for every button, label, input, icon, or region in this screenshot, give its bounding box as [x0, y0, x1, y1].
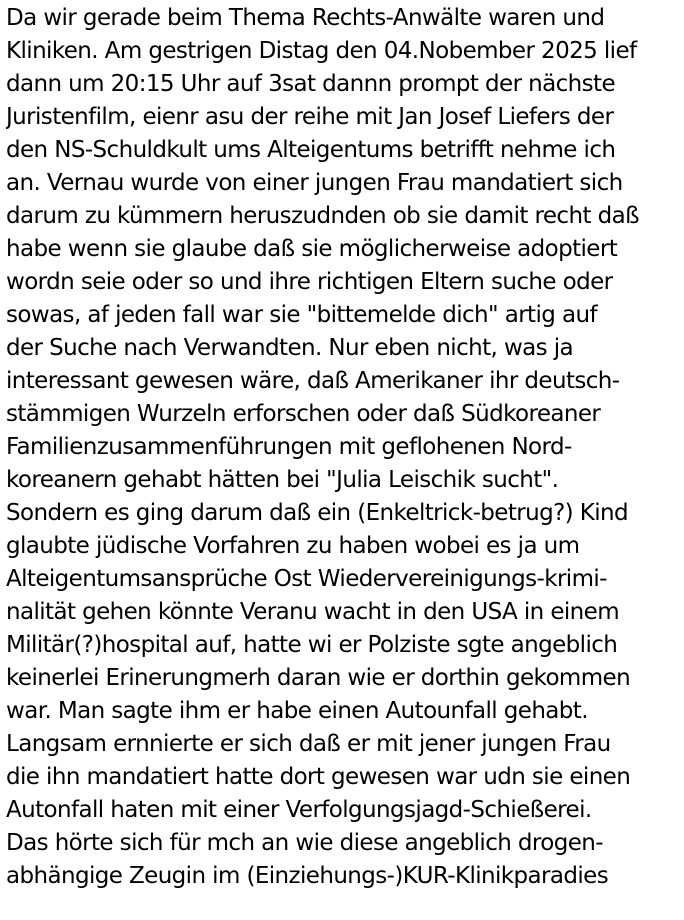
text-line: keinerlei Erinerungmerh daran wie er dorthin gekommen [6, 665, 631, 691]
text-line: koreanern gehabt hätten bei "Julia Leischik sucht". [6, 467, 559, 493]
text-line: Da wir gerade beim Thema Rechts-Anwälte waren und [6, 5, 605, 31]
text-line: nalität gehen könnte Veranu wacht in den USA in einem [6, 599, 620, 625]
text-line: Kliniken. Am gestrigen Distag den 04.Nobember 2025 lief [6, 38, 637, 64]
text-line: Das hörte sich für mch an wie diese angeblich drogen- [6, 830, 603, 856]
text-line: an. Vernau wurde von einer jungen Frau mandatiert sich [6, 170, 623, 196]
text-line: den NS-Schuldkult ums Alteigentums betrifft nehme ich [6, 137, 616, 163]
text-line: Familienzusammenführungen mit geflohenen Nord- [6, 434, 572, 460]
text-line: Langsam ernnierte er sich daß er mit jener jungen Frau [6, 731, 611, 757]
text-line: stämmigen Wurzeln erforschen oder daß Südkoreaner [6, 401, 601, 427]
text-line: Autonfall haten mit einer Verfolgungsjagd-Schießerei. [6, 797, 592, 823]
text-line: Alteigentumsansprüche Ost Wiedervereinigungs-krimi- [6, 566, 607, 592]
text-line: dann um 20:15 Uhr auf 3sat dannn prompt der nächste [6, 71, 615, 97]
text-line: interessant gewesen wäre, daß Amerikaner ihr deutsch- [6, 368, 620, 394]
text-line: Sondern es ging darum daß ein (Enkeltrick-betrug?) Kind [6, 500, 629, 526]
text-line: sowas, af jeden fall war sie "bittemelde dich" artig auf [6, 302, 597, 328]
text-line: der Suche nach Verwandten. Nur eben nicht, was ja [6, 335, 574, 361]
text-line: die ihn mandatiert hatte dort gewesen war udn sie einen [6, 764, 631, 790]
text-line: war. Man sagte ihm er habe einen Autounfall gehabt. [6, 698, 588, 724]
text-line: darum zu kümmern heruszudnden ob sie damit recht daß [6, 203, 639, 229]
body-text [6, 2, 682, 893]
text-line: glaubte jüdische Vorfahren zu haben wobei es ja um [6, 533, 580, 559]
text-line: Militär(?)hospital auf, hatte wi er Polziste sgte angeblich [6, 632, 618, 658]
text-line: wordn seie oder so und ihre richtigen Eltern suche oder [6, 269, 613, 295]
text-line: habe wenn sie glaube daß sie möglicherweise adoptiert [6, 236, 618, 262]
text-line: abhängige Zeugin im (Einziehungs-)KUR-Klinikparadies [6, 863, 609, 889]
text-line: Juristenfilm, eienr asu der reihe mit Jan Josef Liefers der [6, 104, 614, 130]
